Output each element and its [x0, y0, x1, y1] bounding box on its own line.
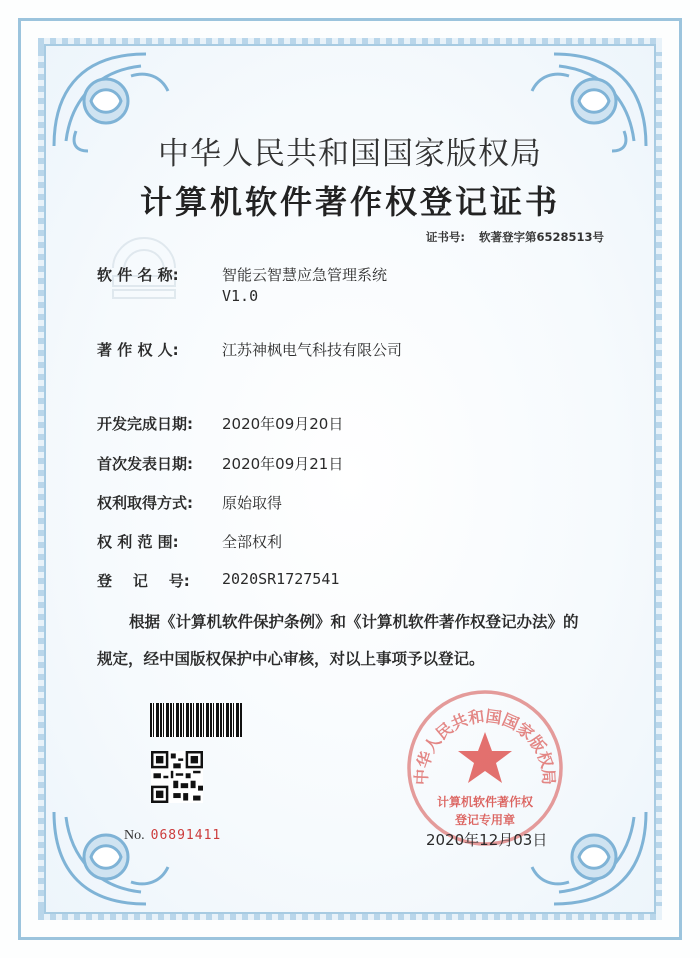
- acquire-method-label: 权利取得方式:: [97, 494, 193, 512]
- serial-number-value: 06891411: [150, 828, 222, 843]
- qr-code-icon: [151, 751, 203, 803]
- software-name-value: 智能云智慧应急管理系统: [222, 266, 388, 284]
- owner-value: 江苏神枫电气科技有限公司: [222, 341, 403, 359]
- serial-prefix: No.: [124, 828, 145, 843]
- registration-number-label: 登 记 号:: [97, 572, 190, 590]
- acquire-method-value: 原始取得: [222, 494, 283, 512]
- scope-value: 全部权利: [222, 533, 283, 551]
- seal-line-2: 登记专用章: [454, 813, 515, 827]
- completion-date-label: 开发完成日期:: [97, 415, 193, 433]
- scope-label: 权 利 范 围:: [97, 533, 179, 551]
- issue-date: 2020年12月03日: [426, 831, 548, 849]
- completion-date-value: 2020年09月20日: [222, 415, 344, 433]
- statement-line-1: 根据《计算机软件保护条例》和《计算机软件著作权登记办法》的: [129, 613, 579, 631]
- registration-number-value: 2020SR1727541: [222, 570, 340, 588]
- star-icon: [458, 732, 512, 783]
- statement-line-2: 规定，经中国版权保护中心审核，对以上事项予以登记。: [97, 650, 485, 668]
- publish-date-value: 2020年09月21日: [222, 455, 344, 473]
- seal-ring-text: 中华人民共和国国家版权局: [411, 706, 559, 786]
- document-title: 计算机软件著作权登记证书: [139, 183, 560, 221]
- seal-line-1: 计算机软件著作权: [436, 795, 533, 809]
- publish-date-label: 首次发表日期:: [97, 455, 193, 473]
- software-version-value: V1.0: [222, 287, 259, 305]
- owner-label: 著 作 权 人:: [97, 341, 179, 359]
- corner-ornament-icon: [46, 802, 176, 912]
- barcode-icon: [150, 703, 242, 737]
- authority-title: 中华人民共和国国家版权局: [158, 136, 542, 172]
- certificate-number-value: 软著登字第6528513号: [478, 230, 604, 244]
- software-name-label: 软 件 名 称:: [97, 266, 179, 284]
- certificate-number: [426, 229, 604, 245]
- statement-paragraph: [97, 604, 617, 678]
- certificate-number-label: 证书号:: [425, 230, 465, 244]
- serial-number: [124, 828, 221, 844]
